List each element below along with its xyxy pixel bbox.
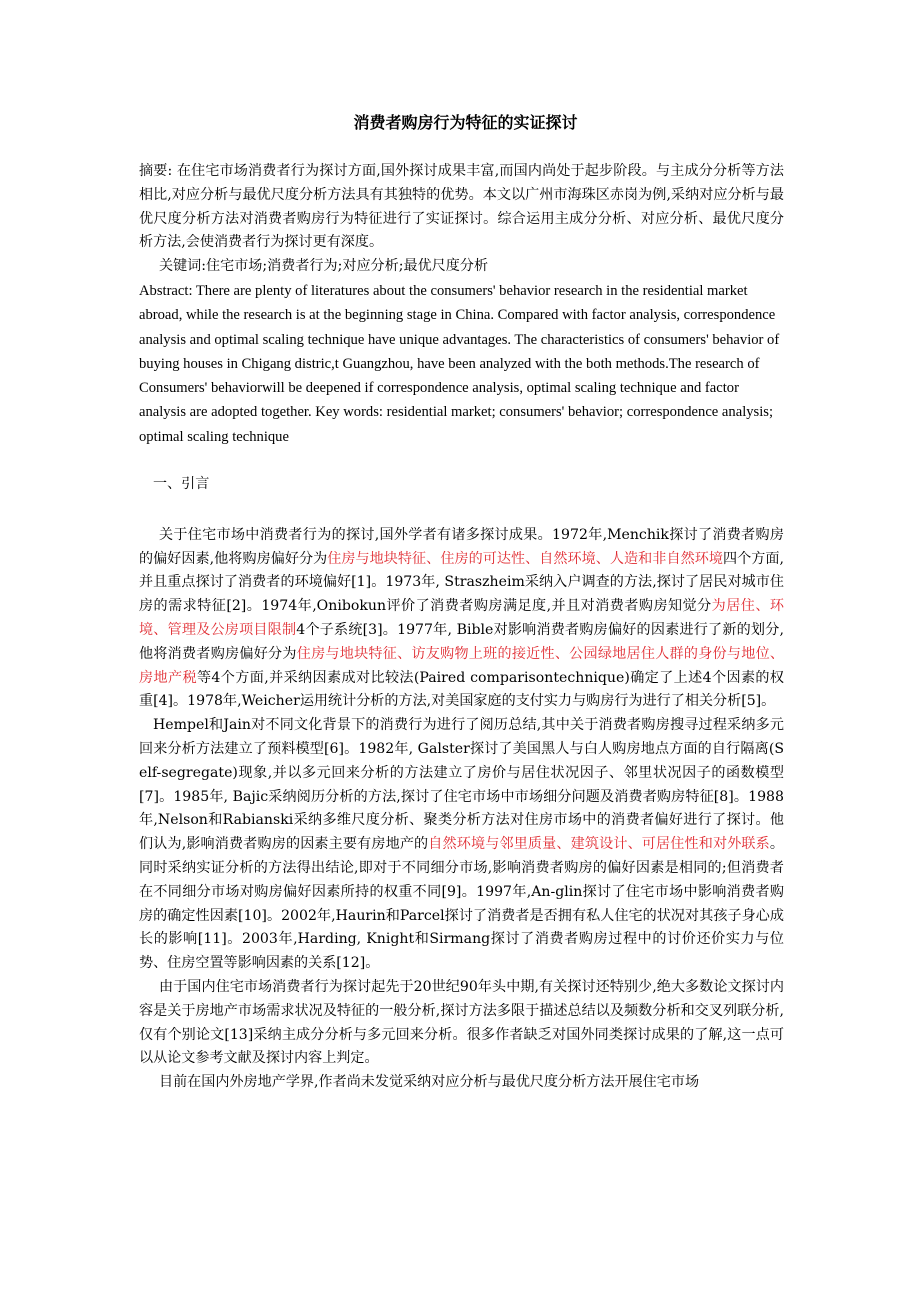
p1-text-3: 4个子系统[3]。1977年, Bible对影响消费者购房偏好的因素进行了新的划分,他将消费者购房偏好分为	[139, 622, 784, 662]
document-page	[139, 112, 784, 1095]
paragraph-4: 目前在国内外房地产学界,作者尚未发觉采纳对应分析与最优尺度分析方法开展住宅市场	[159, 1074, 700, 1091]
p1-highlight-1: 住房与地块特征、住房的可达性、自然环境、人造和非自然环境	[327, 550, 723, 567]
abstract-en: Abstract: There are plenty of literatures about the consumers' behavior research in the residential market abroad, while the research is at the beginning stage in China. Compared with factor analysis, correspondence analysis and optimal scaling technique have unique advantages. The characteristics of consumers' behavior of buying houses in Chigang distric,t Guangzhou, have been analyzed with the both methods.The research of Consumers' behaviorwill be deepened if correspondence analysis, optimal scaling technique and factor analysis are adopted together. Key words: residential market; consumers' behavior; correspondence analysis; optimal scaling technique	[139, 282, 780, 445]
p1-highlight-2: 为居住、环境、管理及公房项目限制	[139, 598, 784, 639]
p1-highlight-3: 住房与地块特征、访友购物上班的接近性、公园绿地居住人群的身份与地位、房地产税	[139, 645, 785, 686]
p1-text-2: 四个方面,并且重点探讨了消费者的环境偏好[1]。1973年, Straszheim采纳入户调查的方法,探讨了居民对城市住房的需求特征[2]。1974年,Onibokun评价了消费者购房满足度,并且对消费者购房知觉分	[139, 550, 784, 615]
document-title: 消费者购房行为特征的实证探讨	[353, 113, 578, 132]
p2-highlight-1: 自然环境与邻里质量、建筑设计、可居住性和对外联系	[428, 836, 770, 853]
section-heading: 一、引言	[153, 476, 210, 493]
p2-text-1: Hempel和Jain对不同文化背景下的消费行为进行了阅历总结,其中关于消费者购房搜寻过程采纳多元回来分析方法建立了预料模型[6]。1982年, Galster探讨了美国黑人与白人购房地点方面的自行隔离(Self-segregate)现象,并以多元回来分析的方法建立了房价与居住状况因子、邻里状况因子的函数模型[7]。1985年, Bajic采纳阅历分析的方法,探讨了住宅市场中市场细分问题及消费者购房特征[8]。1988年,Nelson和Rabianski采纳多维尺度分析、聚类分析方法对住房市场中的消费者偏好进行了探讨。他们认为,影响消费者购房的因素主要有房地产的	[139, 717, 784, 853]
keywords-zh: 关键词:住宅市场;消费者行为;对应分析;最优尺度分析	[159, 258, 489, 275]
paragraph-3: 由于国内住宅市场消费者行为探讨起先于20世纪90年头中期,有关探讨还特别少,绝大多数论文探讨内容是关于房地产市场需求状况及特征的一般分析,探讨方法多限于描述总结以及频数分析和交叉列联分析,仅有个别论文[13]采纳主成分分析与多元回来分析。很多作者缺乏对国外同类探讨成果的了解,这一点可以从论文参考文献及探讨内容上判定。	[139, 979, 784, 1067]
p2-text-2: 。同时采纳实证分析的方法得出结论,即对于不同细分市场,影响消费者购房的偏好因素是相同的;但消费者在不同细分市场对购房偏好因素所持的权重不同[9]。1997年,An-glin探讨了住宅市场中影响消费者购房的确定性因素[10]。2002年,Haurin和Parcel探讨了消费者是否拥有私人住宅的状况对其孩子身心成长的影响[11]。2003年,Harding, Knight和Sirmang探讨了消费者购房过程中的讨价还价实力与位势、住房空置等影响因素的关系[12]。	[139, 836, 784, 972]
p1-text-4: 等4个方面,并采纳因素成对比较法(Paired comparisontechnique)确定了上述4个因素的权重[4]。1978年,Weicher运用统计分析的方法,对美国家庭的支付实力与购房行为进行了相关分析[5]。	[139, 669, 785, 710]
paragraph-1	[139, 524, 784, 714]
p1-text-1: 关于住宅市场中消费者行为的探讨,国外学者有诸多探讨成果。1972年,Menchik探讨了消费者购房的偏好因素,他将购房偏好分为	[139, 526, 784, 567]
paragraph-2	[139, 714, 784, 976]
abstract-zh: 摘要: 在住宅市场消费者行为探讨方面,国外探讨成果丰富,而国内尚处于起步阶段。与主成分分析等方法相比,对应分析与最优尺度分析方法具有其独特的优势。本文以广州市海珠区赤岗为例,采纳对应分析与最优尺度分析方法对消费者购房行为特征进行了实证探讨。综合运用主成分分析、对应分析、最优尺度分析方法,会使消费者行为探讨更有深度。	[139, 163, 784, 251]
